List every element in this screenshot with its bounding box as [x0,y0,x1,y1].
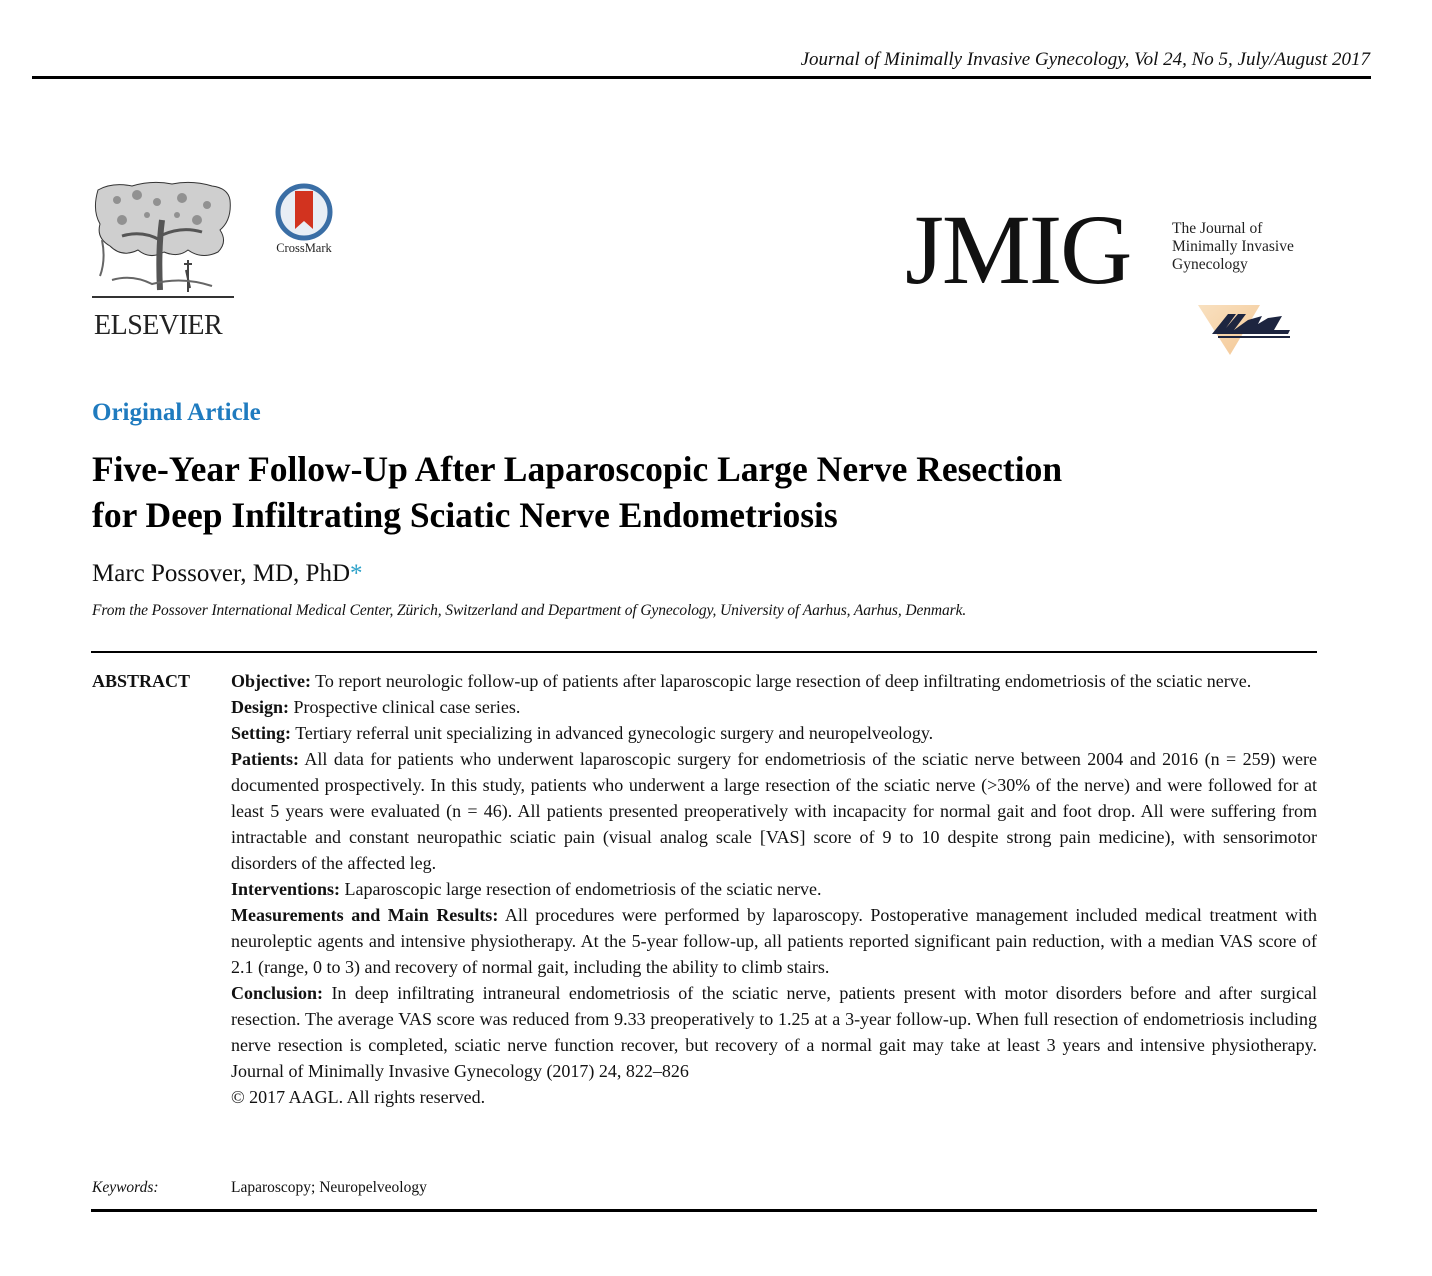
jmig-fullname-line: Gynecology [1172,256,1248,273]
abstract-bottom-rule [91,1209,1317,1212]
running-head: Journal of Minimally Invasive Gynecology, Vol 24, No 5, July/August 2017 [800,49,1370,70]
article-type-label: Original Article [92,399,261,426]
abstract-results [231,902,1317,980]
title-line: Five-Year Follow-Up After Laparoscopic Large Nerve Resection [92,449,1063,489]
jmig-wordmark: JMIG [905,194,1131,305]
crossmark-icon [274,183,334,241]
crossmark-label: CrossMark [276,241,332,255]
abstract-text: All data for patients who underwent laparoscopic surgery for endometriosis of the sciatic nerve between 2004 and 2016 (n = 259) were documented prospectively. In this study, patients who underwent a large resection of the sciatic nerve (>30% of the nerve) and were followed for at least 5 years were evaluated (n = 46). All patients presented preoperatively with incapacity for normal gait and foot drop. All were suffering from intractable and constant neuropathic sciatic pain (visual analog scale [VAS] score of 9 to 10 despite strong pain medicine), with sensorimotor disorders of the affected leg. [231,749,1317,873]
abstract-top-rule [91,651,1317,653]
jmig-fullname [1172,220,1294,274]
abstract-heading: Measurements and Main Results: [231,905,499,925]
abstract-patients [231,746,1317,876]
author-name: Marc Possover, MD, PhD [92,560,351,587]
header-rule [32,76,1371,79]
aagl-logo-icon [1190,300,1305,355]
abstract-conclusion [231,980,1317,1084]
abstract-design [231,694,1317,720]
abstract-text: To report neurologic follow-up of patients after laparoscopic large resection of deep infiltrating endometriosis of the sciatic nerve. [315,671,1252,691]
author-footnote-mark[interactable]: * [350,560,363,587]
abstract-heading: Objective: [231,671,311,691]
keywords-value: Laparoscopy; Neuropelveology [231,1179,427,1196]
abstract-heading: Setting: [231,723,291,743]
abstract-objective [231,668,1317,694]
title-line: for Deep Infiltrating Sciatic Nerve Endometriosis [92,495,838,535]
elsevier-tree-icon [92,180,234,300]
abstract-heading: Patients: [231,749,299,769]
author-line [92,559,363,589]
jmig-fullname-line: Minimally Invasive [1172,238,1294,255]
abstract-text: Tertiary referral unit specializing in advanced gynecologic surgery and neuropelveology. [295,723,934,743]
abstract-text: In deep infiltrating intraneural endometriosis of the sciatic nerve, patients present with motor disorders before and after surgical resection. The average VAS score was reduced from 9.33 preoperatively to 1.25 at a 3-year follow-up. When full resection of endometriosis including nerve resection is completed, sciatic nerve function recover, but recovery of a normal gait may take at least 3 years and intensive physiotherapy. Journal of Minimally Invasive Gynecology (2017) 24, 822–826 [231,983,1317,1081]
elsevier-logo[interactable] [92,180,242,345]
abstract-text: Prospective clinical case series. [293,697,521,717]
jmig-logo [905,194,1325,360]
abstract-label: ABSTRACT [92,671,191,691]
abstract-interventions [231,876,1317,902]
abstract-heading: Conclusion: [231,983,324,1003]
article-title [92,446,1312,538]
abstract-heading: Interventions: [231,879,340,899]
jmig-fullname-line: The Journal of [1172,220,1263,237]
abstract-setting [231,720,1317,746]
abstract-copyright: © 2017 AAGL. All rights reserved. [231,1087,486,1107]
abstract-text: All procedures were performed by laparoscopy. Postoperative management included medical treatment with neuroleptic agents and intensive physiotherapy. At the 5-year follow-up, all patients reported significant pain reduction, with a median VAS score of 2.1 (range, 0 to 3) and recovery of normal gait, including the ability to climb stairs. [231,905,1317,977]
abstract-body [231,668,1317,1110]
crossmark-badge[interactable] [266,183,342,263]
elsevier-wordmark: ELSEVIER [94,310,223,341]
abstract-heading: Design: [231,697,289,717]
keywords-label: Keywords: [92,1179,159,1196]
abstract-text: Laparoscopic large resection of endometriosis of the sciatic nerve. [344,879,822,899]
author-affiliation: From the Possover International Medical Center, Zürich, Switzerland and Department of Gynecology, University of Aarhus, Aarhus, Denmark. [92,602,967,619]
